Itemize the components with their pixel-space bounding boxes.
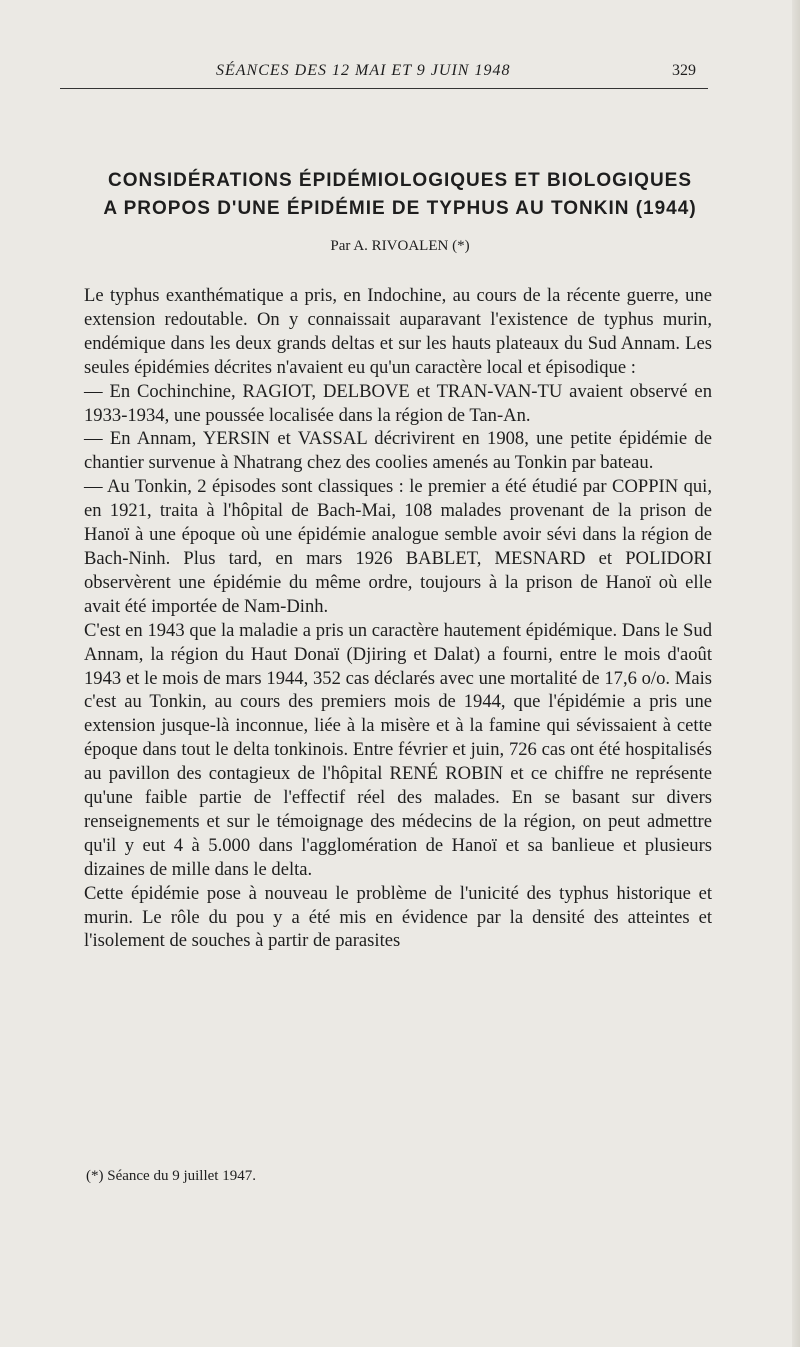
footnote: (*) Séance du 9 juillet 1947. — [86, 1168, 256, 1184]
paragraph-cochinchine: — En Cochinchine, RAGIOT, DELBOVE et TRAN-VAN-TU avaient observé en 1933-1934, une poussée localisée dans la région de Tan-An. — [84, 380, 712, 426]
article-title-line-1: CONSIDÉRATIONS ÉPIDÉMIOLOGIQUES ET BIOLOGIQUES — [107, 170, 693, 191]
paragraph-tonkin: — Au Tonkin, 2 épisodes sont classiques : le premier a été étudié par COPPIN qui, en 1921, traita à l'hôpital de Bach-Mai, 108 malades provenant de la prison de Hanoï à une époque où une épidémie analogue semble avoir sévi dans la région de Bach-Ninh. Plus tard, en mars 1926 BABLET, MESNARD et POLIDORI observèrent une épidémie du même ordre, toujours à la prison de Hanoï où elle avait été importée de Nam-Dinh. — [84, 476, 712, 617]
byline: Par A. RIVOALEN (*) — [330, 238, 470, 254]
running-head — [60, 60, 708, 89]
article-title-line-2: A PROPOS D'UNE ÉPIDÉMIE DE TYPHUS AU TONKIN (1944) — [103, 198, 697, 219]
paragraph-epidemic-1943: C'est en 1943 que la maladie a pris un caractère hautement épidémique. Dans le Sud Annam, la région du Haut Donaï (Djiring et Dalat) a fourni, entre le mois d'août 1943 et le mois de mars 1944, 352 cas déclarés avec une mortalité de 17,6 o/o. Mais c'est au Tonkin, au cours des premiers mois de 1944, que l'épidémie a pris une extension jusque-là inconnue, liée à la misère et à la famine qui sévissaient à cette époque dans tout le delta tonkinois. Entre février et juin, 726 cas ont été hospitalisés au pavillon des contagieux de l'hôpital RENÉ ROBIN et ce chiffre ne représente qu'une faible partie de l'effectif réel des malades. En se basant sur divers renseignements et sur le témoignage des médecins de la région, on peut admettre qu'il y eut 4 à 5.000 dans l'agglomération de Hanoï et sa banlieue et plusieurs dizaines de mille dans le delta. — [84, 619, 712, 880]
paragraph-intro: Le typhus exanthématique a pris, en Indochine, au cours de la récente guerre, une extension redoutable. On y connaissait auparavant l'existence de typhus murin, endémique dans les deux grands deltas et sur les hauts plateaux du Sud Annam. Les seules épidémies décrites n'avaient eu qu'un caractère local et épisodique : — [84, 285, 712, 378]
page-edge — [792, 0, 800, 1347]
paragraph-unicity: Cette épidémie pose à nouveau le problème de l'unicité des typhus historique et murin. Le rôle du pou y a été mis en évidence par la densité des atteintes et l'isolement de souches à partir de parasites — [84, 882, 712, 952]
running-title: SÉANCES DES 12 MAI ET 9 JUIN 1948 — [216, 62, 511, 79]
article-body — [84, 284, 712, 953]
paragraph-annam: — En Annam, YERSIN et VASSAL décrivirent en 1908, une petite épidémie de chantier survenue à Nhatrang chez des coolies amenés au Tonkin par bateau. — [84, 428, 712, 474]
page-number: 329 — [672, 62, 696, 79]
